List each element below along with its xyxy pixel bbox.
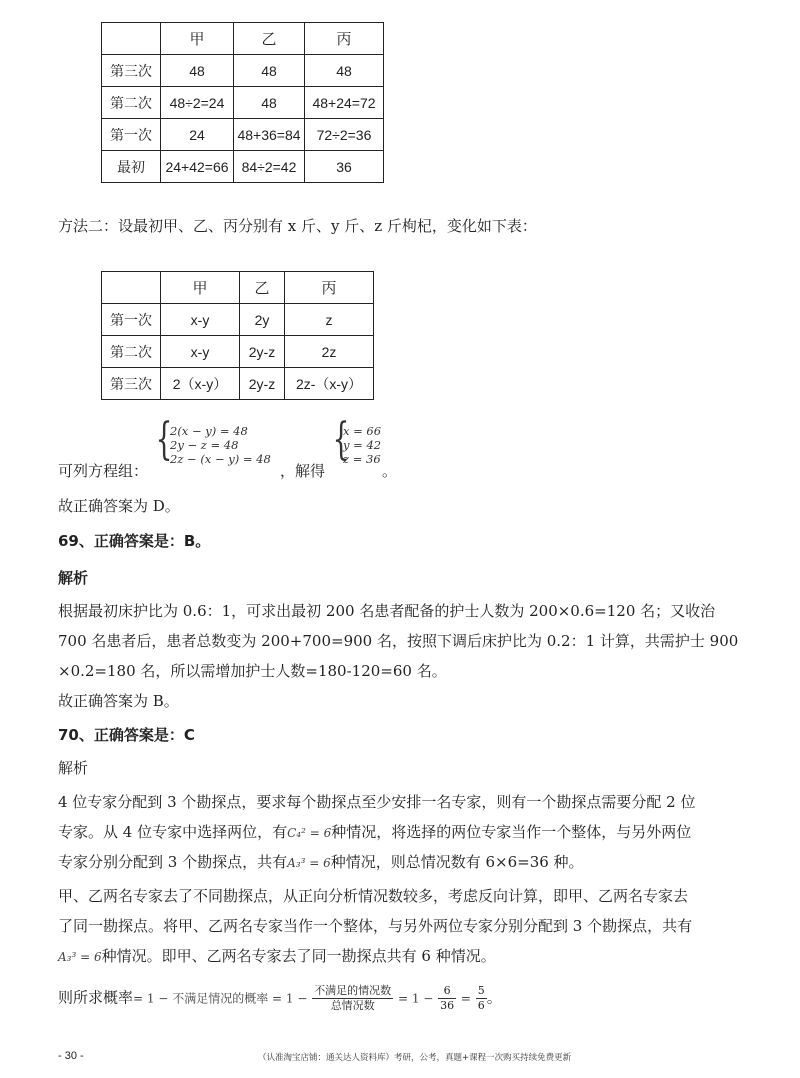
table-row — [102, 151, 384, 183]
equation-system — [170, 424, 271, 466]
table-header-row — [102, 272, 374, 304]
table-cell: 第一次 — [102, 304, 161, 336]
table-header-cell: 乙 — [234, 23, 305, 55]
fraction — [438, 985, 456, 1012]
equation-line: 2z − (x − y) = 48 — [170, 452, 271, 466]
table-cell: 第三次 — [102, 368, 161, 400]
left-brace-icon: { — [155, 414, 173, 465]
text-segment: 专家分别分配到 3 个勘探点，共有 — [58, 853, 288, 871]
table-row — [102, 304, 374, 336]
table-row — [102, 55, 384, 87]
text-segment: 种情况，则总情况数有 6×6=36 种。 — [330, 853, 584, 871]
equation-line: 2y − z = 48 — [170, 438, 239, 452]
table-cell: x-y — [161, 304, 240, 336]
table-cell: 最初 — [102, 151, 161, 183]
q70-analysis-label: 解析 — [58, 759, 89, 777]
table-row — [102, 336, 374, 368]
arrangement-formula: A₃³ = 6 — [287, 856, 331, 870]
q69-title: 69、正确答案是：B。 — [58, 532, 211, 550]
fraction-denominator: 总情况数 — [330, 999, 375, 1012]
fraction — [476, 985, 487, 1012]
table-row — [102, 87, 384, 119]
table-header-cell: 乙 — [240, 272, 285, 304]
table-cell: 48÷2=24 — [161, 87, 234, 119]
table-cell: 2y-z — [240, 368, 285, 400]
table-header-cell: 甲 — [161, 272, 240, 304]
q69-line-2: 700 名患者后，患者总数变为 200+700=900 名，按照下调后床护比为 0.2：1 计算，共需护士 900 — [58, 632, 739, 650]
table-cell: 2z-（x-y） — [285, 368, 374, 400]
table-row — [102, 119, 384, 151]
table-cell: 24+42=66 — [161, 151, 234, 183]
table-cell: 48 — [161, 55, 234, 87]
q70-p1-line-3 — [58, 851, 584, 874]
equation-suffix: 。 — [382, 462, 398, 480]
table-cell: 72÷2=36 — [305, 119, 384, 151]
equation-prefix: 可列方程组： — [58, 462, 149, 480]
q69-answer: 故正确答案为 B。 — [58, 692, 179, 710]
q70-p1-line-2 — [58, 821, 691, 844]
q70-title: 70、正确答案是：C — [58, 726, 195, 744]
combination-formula: C₄² = 6 — [287, 826, 332, 840]
table-cell: 48+24=72 — [305, 87, 384, 119]
solution-line: z = 36 — [343, 452, 381, 466]
fraction-numerator: 不满足的情况数 — [314, 984, 392, 997]
table-cell: 2（x-y） — [161, 368, 240, 400]
table-header-cell — [102, 23, 161, 55]
table-cell: z — [285, 304, 374, 336]
table-header-cell — [102, 272, 161, 304]
table-variables — [101, 271, 374, 400]
q69-line-3: ×0.2=180 名，所以需增加护士人数=180-120=60 名。 — [58, 662, 447, 680]
table-header-row — [102, 23, 384, 55]
fraction-numerator: 5 — [477, 984, 485, 997]
text-segment: 。 — [486, 988, 502, 1007]
table-cell: 36 — [305, 151, 384, 183]
table-cell: 第一次 — [102, 119, 161, 151]
text-segment: 种情况。即甲、乙两名专家去了同一勘探点共有 6 种情况。 — [101, 947, 496, 965]
table-cell: 第二次 — [102, 336, 161, 368]
table-cell: 2z — [285, 336, 374, 368]
method2-intro: 方法二：设最初甲、乙、丙分别有 x 斤、y 斤、z 斤枸杞，变化如下表： — [58, 217, 537, 235]
fraction — [312, 985, 393, 1012]
fraction-numerator: 6 — [438, 985, 456, 999]
q70-probability — [58, 985, 502, 1012]
math-segment: = 1 − 不满足情况的概率 = 1 − — [133, 991, 308, 1006]
equation-middle: ，解得 — [280, 462, 326, 480]
math-segment: = 1 − — [397, 991, 434, 1006]
q69-line-1: 根据最初床护比为 0.6：1，可求出最初 200 名患者配备的护士人数为 200×0.6=120 名；又收治 — [58, 602, 716, 620]
table-cell: x-y — [161, 336, 240, 368]
text-segment: 专家。从 4 位专家中选择两位，有 — [58, 823, 288, 841]
q70-p2-line-2: 了同一勘探点。将甲、乙两名专家当作一个整体，与另外两位专家分别分配到 3 个勘探点，共有 — [58, 917, 693, 935]
solution-system — [343, 424, 381, 466]
table-header-cell: 甲 — [161, 23, 234, 55]
fraction-denominator: 36 — [440, 999, 455, 1012]
solution-line: x = 66 — [343, 424, 382, 438]
table-header-cell: 丙 — [305, 23, 384, 55]
equation-line: 2(x − y) = 48 — [170, 424, 248, 438]
arrangement-formula: A₃³ = 6 — [58, 950, 102, 964]
footer-note: （认准淘宝店铺：通关达人资料库）考研，公考，真题+课程一次购买持续免费更新 — [258, 1053, 572, 1063]
answer-d: 故正确答案为 D。 — [58, 497, 180, 515]
table-reverse-calc — [101, 22, 384, 183]
table-header-cell: 丙 — [285, 272, 374, 304]
table-cell: 第三次 — [102, 55, 161, 87]
table-cell: 48+36=84 — [234, 119, 305, 151]
table-cell: 24 — [161, 119, 234, 151]
text-segment: 种情况，将选择的两位专家当作一个整体，与另外两位 — [331, 823, 692, 841]
table-row — [102, 368, 374, 400]
q70-p2-line-3 — [58, 945, 496, 968]
text-segment: 则所求概率 — [58, 988, 134, 1007]
table-cell: 48 — [234, 55, 305, 87]
table-cell: 2y-z — [240, 336, 285, 368]
q69-analysis-label: 解析 — [58, 569, 89, 587]
table-cell: 2y — [240, 304, 285, 336]
table-cell: 48 — [234, 87, 305, 119]
left-brace-icon: { — [332, 414, 350, 465]
solution-line: y = 42 — [343, 438, 382, 452]
table-cell: 84÷2=42 — [234, 151, 305, 183]
q70-p1-line-1: 4 位专家分配到 3 个勘探点，要求每个勘探点至少安排一名专家，则有一个勘探点需要分配 2 位 — [58, 793, 696, 811]
table-cell: 第二次 — [102, 87, 161, 119]
page-number: - 30 - — [58, 1050, 84, 1062]
fraction-denominator: 6 — [477, 999, 485, 1012]
math-segment: = — [460, 991, 471, 1006]
table-cell: 48 — [305, 55, 384, 87]
q70-p2-line-1: 甲、乙两名专家去了不同勘探点，从正向分析情况数较多，考虑反向计算，即甲、乙两名专家去 — [58, 887, 689, 905]
